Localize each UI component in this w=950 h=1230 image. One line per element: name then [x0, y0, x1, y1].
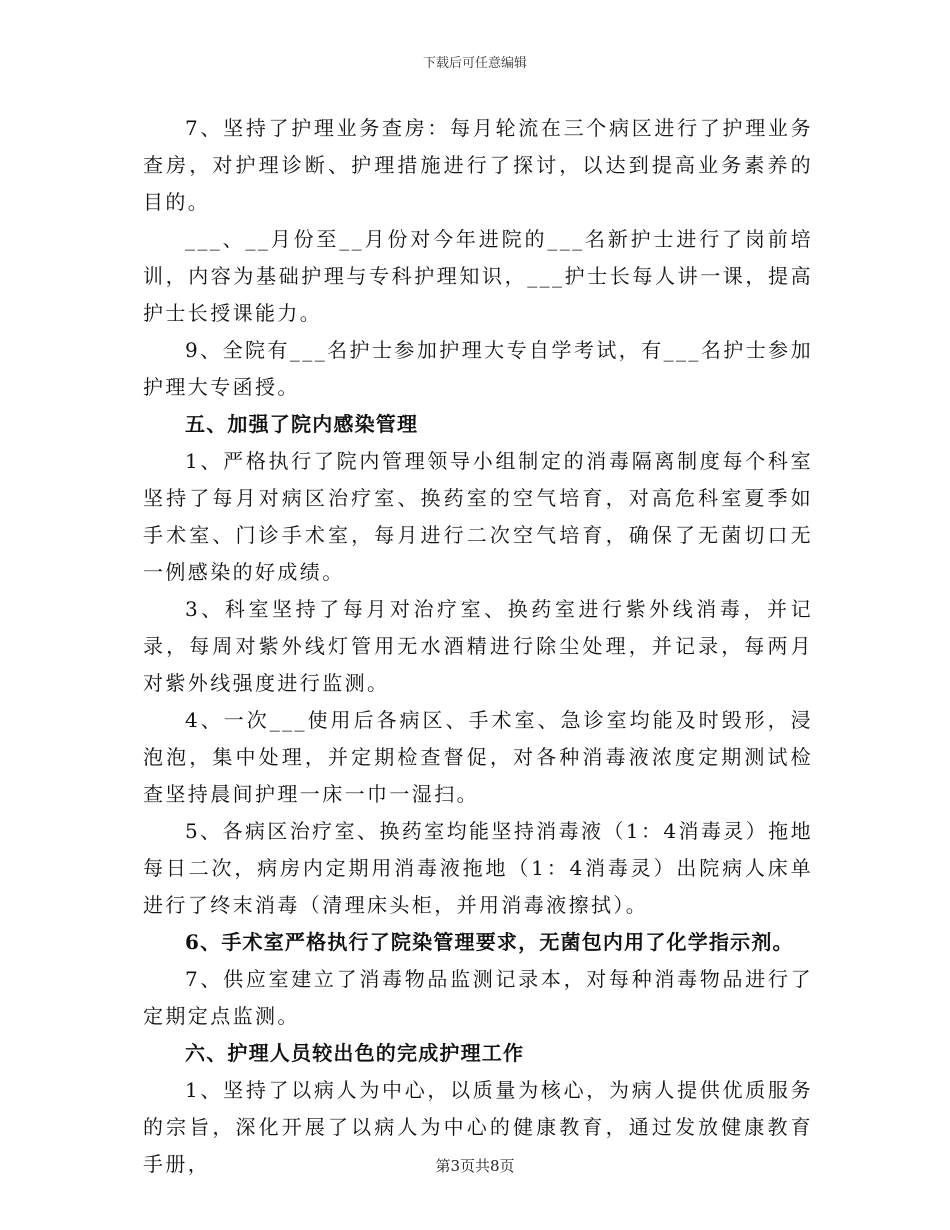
- paragraph-5-floor-disinfection: 5、各病区治疗室、换药室均能坚持消毒液（1：4消毒灵）拖地每日二次，病房内定期用消毒液拖地（1：4消毒灵）出院病人床单进行了终末消毒（清理床头柜，并用消毒液擦拭）。: [143, 819, 813, 917]
- paragraph-6-operating-room: 6、手术室严格执行了院染管理要求，无菌包内用了化学指示剂。: [185, 930, 794, 954]
- paragraph-8-new-nurse-training: ___、__月份至__月份对今年进院的___名新护士进行了岗前培训，内容为基础护理与专科护理知识，___护士长每人讲一课，提高护士长授课能力。: [143, 227, 813, 325]
- paragraph-7-supply-room: 7、供应室建立了消毒物品监测记录本，对每种消毒物品进行了定期定点监测。: [143, 967, 813, 1028]
- paragraph-1-disinfection-system: 1、严格执行了院内管理领导小组制定的消毒隔离制度每个科室坚持了每月对病区治疗室、换药室的空气培育，对高危科室夏季如手术室、门诊手术室，每月进行二次空气培育，确保了无菌切口无一例感染的好成绩。: [143, 449, 813, 584]
- paragraph-9-nurse-education: 9、全院有___名护士参加护理大专自学考试，有___名护士参加护理大专函授。: [143, 338, 813, 399]
- document-body: [143, 110, 813, 1183]
- paragraph-7-ward-rounds: 7、坚持了护理业务查房：每月轮流在三个病区进行了护理业务查房，对护理诊断、护理措施进行了探讨，以达到提高业务素养的目的。: [143, 116, 813, 214]
- section-heading-infection-control: 五、加强了院内感染管理: [185, 412, 419, 436]
- section-heading-nursing-work: 六、护理人员较出色的完成护理工作: [185, 1041, 525, 1065]
- page-number: 第3页共8页: [435, 1157, 515, 1175]
- paragraph-3-uv-disinfection: 3、科室坚持了每月对治疗室、换药室进行紫外线消毒，并记录，每周对紫外线灯管用无水酒精进行除尘处理，并记录，每两月对紫外线强度进行监测。: [143, 597, 813, 695]
- page-header: 下载后可任意编辑: [422, 56, 527, 71]
- paragraph-1-patient-centered: 1、坚持了以病人为中心，以质量为核心，为病人提供优质服务的宗旨，深化开展了以病人为中心的健康教育，通过发放健康教育手册，: [143, 1078, 813, 1176]
- paragraph-4-disposables: 4、一次___使用后各病区、手术室、急诊室均能及时毁形，浸泡泡，集中处理，并定期检查督促，对各种消毒液浓度定期测试检查坚持晨间护理一床一巾一湿扫。: [143, 708, 813, 806]
